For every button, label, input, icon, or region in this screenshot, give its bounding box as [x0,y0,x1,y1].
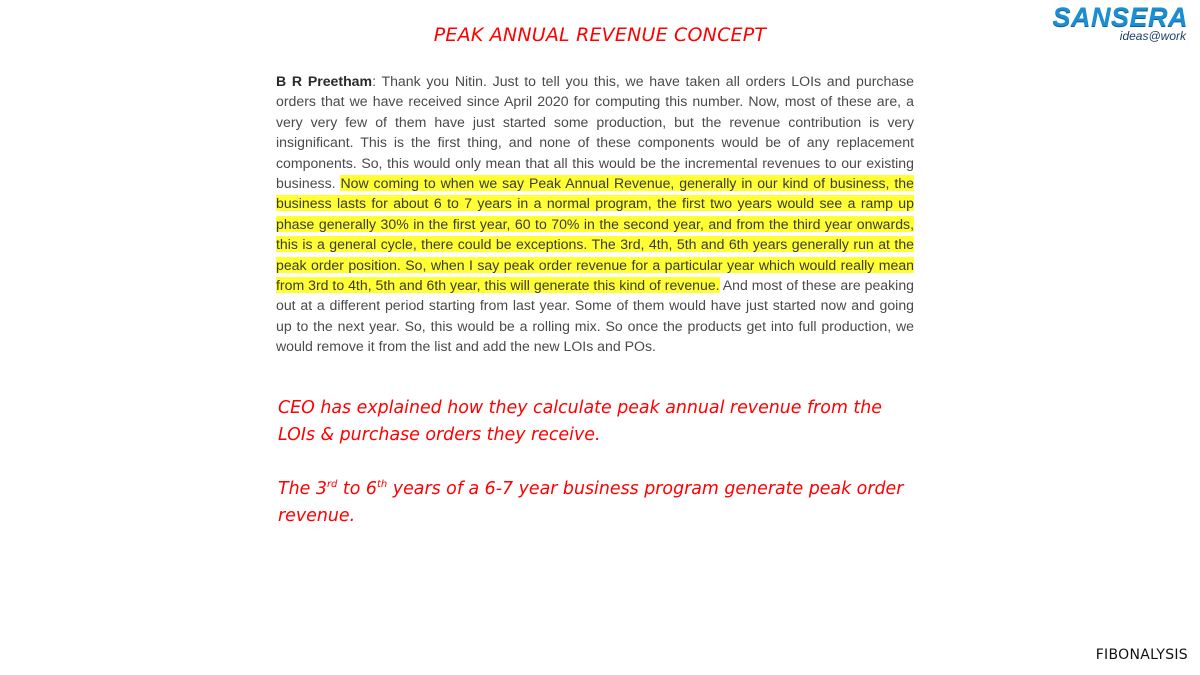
quote-text-after: And most of these are peaking out at a different period starting from last year. Some of them would have just started now and going up to the next year. So, this would be a rolling mix. So once the products get into full production, we would remove it from the list and add the new LOIs and POs. [276,277,914,355]
speaker-separator: : [372,73,376,89]
highlighted-text: Now coming to when we say Peak Annual Revenue, generally in our kind of business, the business lasts for about 6 to 7 years in a normal program, the first two years would see a ramp up phase generally 30% in the first year, 60 to 70% in the second year, and from the third year onwards, this is a general cycle, there could be exceptions. The 3rd, 4th, 5th and 6th years generally run at the peak order position. So, when I say peak order revenue for a particular year which would really mean from 3rd to 4th, 5th and 6th year, this will generate this kind of revenue. [276,175,914,294]
ordinal-suffix: rd [326,479,338,491]
analyst-commentary [278,395,918,557]
commentary-text: The 3 [278,479,327,499]
transcript-excerpt [276,71,914,357]
ordinal-suffix: th [377,479,388,491]
speaker-name: B R Preetham [276,73,373,89]
logo-name: SANSERA [1052,2,1188,32]
commentary-text: to 6 [337,479,377,499]
commentary-line-1: CEO has explained how they calculate peak annual revenue from the LOIs & purchase orders they receive. [278,398,882,445]
quote-text-before: Thank you Nitin. Just to tell you this, we have taken all orders LOIs and purchase orders that we have received since April 2020 for computing this number. Now, most of these are, a very very few of them have just started some production, but the revenue contribution is very insignificant. This is the first thing, and none of these components would be of any replacement components. So, this would only mean that all this would be the incremental revenues to our existing business. [276,73,915,192]
company-logo [1008,4,1188,42]
commentary-line-2 [278,476,918,530]
commentary-text: years of a 6-7 year business program generate peak order revenue. [278,479,904,526]
footer-brand: FIBONALYSIS [1095,647,1188,663]
logo-tagline: ideas@work [1119,29,1186,43]
slide-title: PEAK ANNUAL REVENUE CONCEPT [433,24,767,46]
